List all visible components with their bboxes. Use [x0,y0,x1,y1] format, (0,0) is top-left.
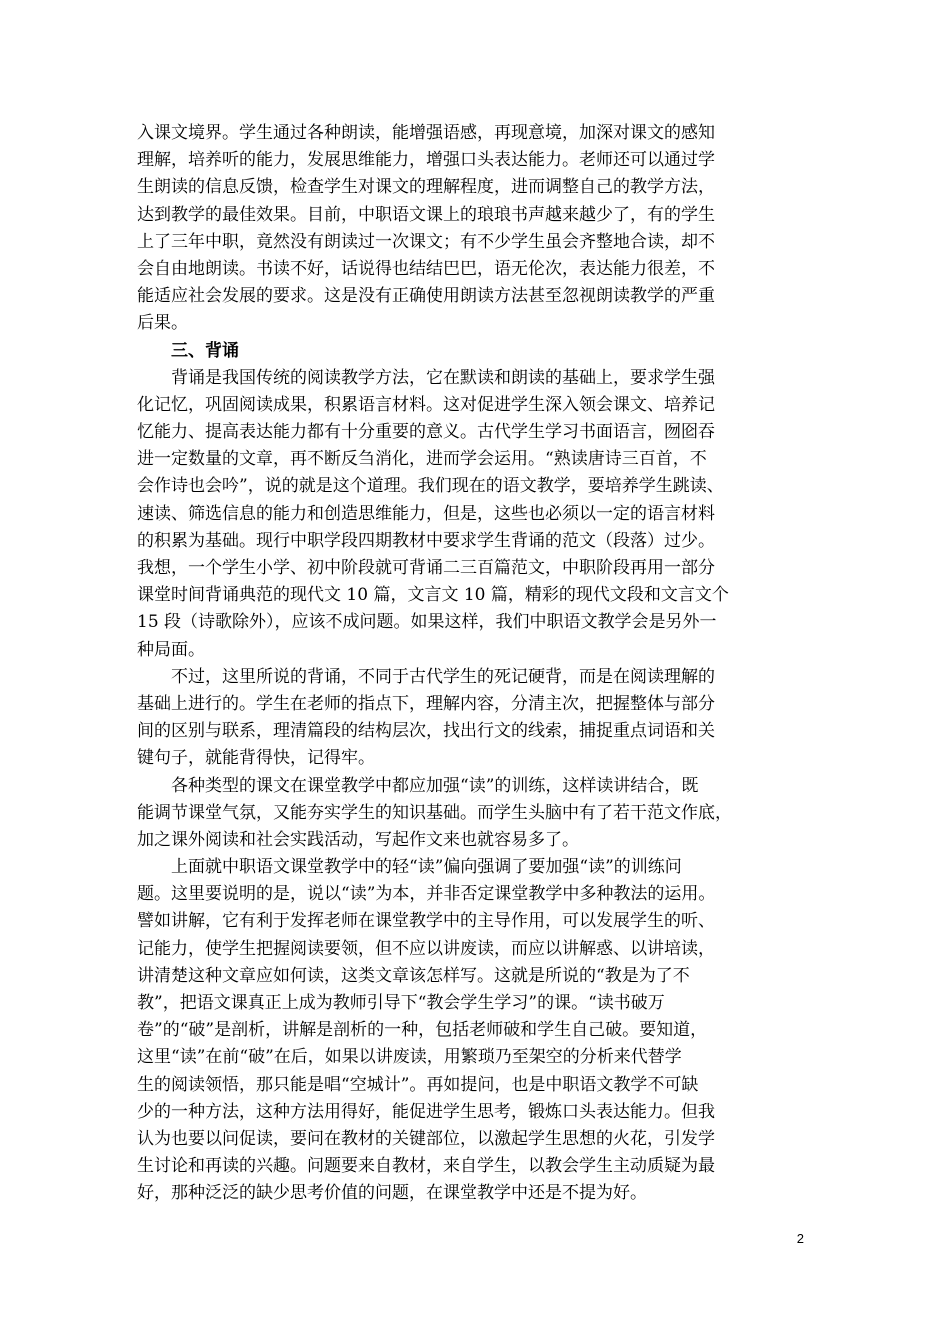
text-line: 题。这里要说明的是，说以“读”为本，并非否定课堂教学中多种教法的运用。 [137,884,716,905]
text-line: 能适应社会发展的要求。这是没有正确使用朗读方法甚至忽视朗读教学的严重 [137,286,715,307]
text-line: 卷”的“破”是剖析，讲解是剖析的一种，包括老师破和学生自己破。要知道， [137,1020,708,1041]
text-line: 记能力，使学生把握阅读要领，但不应以讲废读，而应以讲解惑、以讲培读， [137,938,715,959]
page-number: 2 [796,1231,804,1246]
text-line: 教”，把语文课真正上成为教师引导下“教会学生学习”的课。“读书破万 [137,993,665,1013]
text-line: 我想，一个学生小学、初中阶段就可背诵二三百篇范文，中职阶段再用一部分 [137,558,715,578]
text-line: 认为也要以问促读，要问在教材的关键部位，以激起学生思想的火花，引发学 [137,1128,715,1149]
text-line: 生讨论和再读的兴趣。问题要来自教材，来自学生，以教会学生主动质疑为最 [137,1156,715,1177]
text-line: 种局面。 [137,639,205,660]
text-line: 背诵是我国传统的阅读教学方法，它在默读和朗读的基础上，要求学生强 [171,367,715,388]
text-line: 上了三年中职，竟然没有朗读过一次课文；有不少学生虽会齐整地合读，却不 [137,231,715,252]
text-line: 15 段（诗歌除外），应该不成问题。如果这样，我们中职语文教学会是另外一 [137,612,717,633]
text-line: 生的阅读领悟，那只能是唱“空城计”。再如提问，也是中职语文教学不可缺 [137,1074,699,1095]
text-line: 譬如讲解，它有利于发挥老师在课堂教学中的主导作用，可以发展学生的听、 [137,911,715,932]
text-line: 课堂时间背诵典范的现代文 10 篇，文言文 10 篇，精彩的现代文段和文言文个 [137,585,729,606]
text-line: 入课文境界。学生通过各种朗读，能增强语感，再现意境，加深对课文的感知 [137,123,715,143]
text-line: 这里“读”在前“破”在后，如果以讲废读，用繁琐乃至架空的分析来代替学 [137,1047,682,1068]
text-line: 间的区别与联系，理清篇段的结构层次，找出行文的线索，捕捉重点词语和关 [137,721,715,742]
text-line: 各种类型的课文在课堂教学中都应加强“读”的训练，这样读讲结合，既 [171,775,699,796]
text-line: 上面就中职语文课堂教学中的轻“读”偏向强调了要加强“读”的训练问 [171,857,682,878]
text-line: 加之课外阅读和社会实践活动，写起作文来也就容易多了。 [137,829,579,850]
text-line: 后果。 [137,313,188,334]
text-line: 的积累为基础。现行中职学段四期教材中要求学生背诵的范文（段落）过少。 [137,530,715,551]
text-line: 进一定数量的文章，再不断反刍消化，进而学会运用。“熟读唐诗三百首，不 [137,449,707,470]
text-line: 键句子，就能背得快，记得牢。 [137,748,375,769]
text-line: 化记忆，巩固阅读成果，积累语言材料。这对促进学生深入领会课文、培养记 [137,394,715,415]
text-line: 讲清楚这种文章应如何读，这类文章该怎样写。这就是所说的“教是为了不 [137,965,690,986]
text-line: 生朗读的信息反馈，检查学生对课文的理解程度，进而调整自己的教学方法， [137,177,715,198]
text-line: 好，那种泛泛的缺少思考价值的问题，在课堂教学中还是不提为好。 [137,1183,647,1204]
text-line: 会自由地朗读。书读不好，话说得也结结巴巴，语无伦次，表达能力很差，不 [137,258,715,279]
text-line: 速读、筛选信息的能力和创造思维能力，但是，这些也必须以一定的语言材料 [137,503,715,524]
text-line: 不过，这里所说的背诵，不同于古代学生的死记硬背，而是在阅读理解的 [171,666,715,687]
text-line: 忆能力、提高表达能力都有十分重要的意义。古代学生学习书面语言，囫囵吞 [137,422,715,443]
text-line: 理解，培养听的能力，发展思维能力，增强口头表达能力。老师还可以通过学 [137,150,715,171]
text-line: 能调节课堂气氛，又能夯实学生的知识基础。而学生头脑中有了若干范文作底， [137,802,732,823]
text-line: 少的一种方法，这种方法用得好，能促进学生思考，锻炼口头表达能力。但我 [137,1101,715,1122]
text-line: 会作诗也会吟”，说的就是这个道理。我们现在的语文教学，要培养学生跳读、 [137,476,724,497]
document-body [137,120,817,1208]
text-line: 达到教学的最佳效果。目前，中职语文课上的琅琅书声越来越少了，有的学生 [137,204,715,225]
text-line: 基础上进行的。学生在老师的指点下，理解内容，分清主次，把握整体与部分 [137,693,715,714]
section-heading: 三、背诵 [171,340,239,361]
